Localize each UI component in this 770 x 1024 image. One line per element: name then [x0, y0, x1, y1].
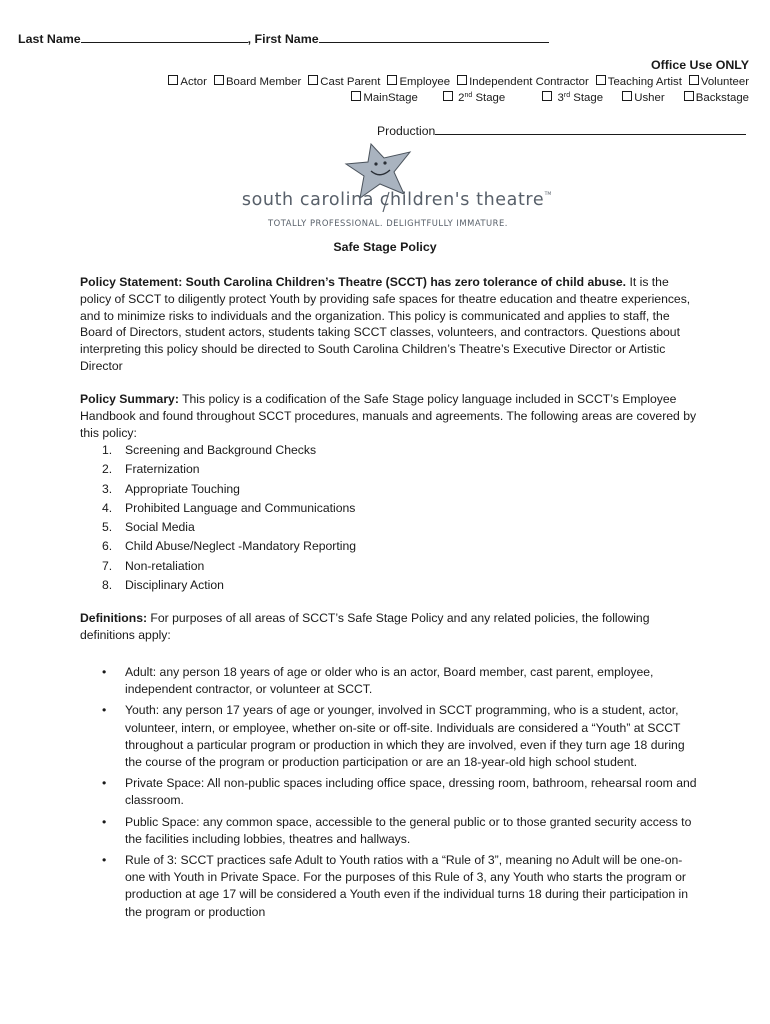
definition-private-space	[100, 775, 702, 809]
list-number: 1.	[102, 443, 113, 457]
definition-public-space	[100, 814, 702, 848]
checkbox-label: Backstage	[695, 91, 749, 104]
checkbox-mainstage[interactable]	[351, 92, 417, 104]
checkbox-label: MainStage	[363, 91, 418, 104]
bullet-icon: •	[102, 853, 107, 868]
last-name-field[interactable]	[81, 31, 248, 43]
checkbox-label: Board Member	[225, 75, 302, 88]
checkbox-cast-parent[interactable]	[308, 76, 380, 88]
checkbox-square[interactable]	[308, 75, 318, 85]
list-item	[102, 460, 356, 479]
production-label: Production	[377, 124, 436, 138]
checkbox-square[interactable]	[443, 91, 453, 101]
ordinal-suffix: rd	[563, 91, 571, 99]
checkbox-square[interactable]	[542, 91, 552, 101]
office-use-label: Office Use ONLY	[650, 58, 749, 72]
checkbox-2nd-stage[interactable]	[443, 92, 505, 104]
checkbox-label: Independent Contractor	[469, 75, 589, 88]
stage-checkboxes	[351, 91, 749, 104]
list-number: 5.	[102, 520, 113, 535]
list-text: Social Media	[125, 520, 195, 535]
checkbox-square[interactable]	[387, 75, 397, 85]
policy-statement-body: It is the policy of SCCT to diligently protect Youth by providing safe spaces for theatre education and theatre experiences, and to minimize risks to individuals and the organization. This policy is communicated and applies to staff, the Board of Directors, student actors, students taking SCCT classes, volunteers, and contractors. Questions about interpreting this policy should be directed to South Carolina Children’s Theatre’s Executive Director or Artistic Director	[80, 275, 691, 373]
checkbox-label: Stage	[472, 91, 506, 104]
policy-statement-lead: Policy Statement: South Carolina Children’s Theatre (SCCT) has zero tolerance of child abuse.	[80, 275, 627, 289]
list-text: Prohibited Language and Communications	[125, 500, 356, 515]
definitions-lead: Definitions:	[80, 611, 148, 625]
definition-text: Rule of 3: SCCT practices safe Adult to Youth ratios with a “Rule of 3”, meaning no Adult will be one-on-one with Youth in Private Space. For the purposes of this Rule of 3, any Youth who starts the program or production at age 17 will be considered a Youth even if the individual turns 18 during their participation in the program or production	[125, 853, 689, 919]
list-text: Non-retaliation	[125, 558, 205, 573]
checkbox-actor[interactable]	[168, 76, 207, 88]
list-number: 8.	[102, 578, 113, 593]
bullet-icon: •	[102, 776, 107, 791]
bullet-icon: •	[102, 665, 107, 679]
list-text: Screening and Background Checks	[125, 443, 317, 457]
definition-adult	[100, 664, 702, 698]
list-text: Appropriate Touching	[125, 481, 240, 496]
covered-areas-list	[102, 441, 356, 595]
checkbox-employee[interactable]	[387, 76, 450, 88]
policy-summary-body: This policy is a codification of the Safe Stage policy language included in SCCT’s Employee Handbook and found throughout SCCT procedures, manuals and agreements. The following areas are covered by this policy:	[80, 392, 697, 440]
list-number: 4.	[102, 500, 113, 515]
bullet-icon: •	[102, 814, 107, 829]
list-number: 7.	[102, 558, 113, 573]
logo-tagline: TOTALLY PROFESSIONAL. DELIGHTFULLY IMMATURE.	[268, 218, 508, 228]
definition-text: Adult: any person 18 years of age or older who is an actor, Board member, cast parent, employee, independent contractor, or volunteer at SCCT.	[125, 665, 654, 697]
checkbox-label: Stage	[570, 91, 604, 104]
checkbox-label: 3	[554, 91, 564, 104]
definition-text: Youth: any person 17 years of age or younger, involved in SCCT programming, who is a student, actor, volunteer, intern, or employee, whether on-site or off-site. Individuals are considered a “Youth” at SCCT throughout a particular program or production in which they are involved, even if they turn age 18 during the course of the program or production participation or are an 18-year-old high school student.	[125, 703, 685, 770]
list-item	[102, 499, 356, 518]
checkbox-usher[interactable]	[622, 92, 664, 104]
policy-statement	[80, 274, 700, 375]
trademark-mark: TM	[544, 192, 552, 197]
definitions-list	[100, 664, 702, 925]
checkbox-independent-contractor[interactable]	[457, 76, 589, 88]
checkbox-label: Teaching Artist	[607, 75, 682, 88]
checkbox-square[interactable]	[622, 91, 632, 101]
list-item	[102, 518, 356, 537]
checkbox-square[interactable]	[684, 91, 694, 101]
list-text: Fraternization	[125, 462, 200, 477]
list-item	[102, 480, 356, 499]
checkbox-square[interactable]	[596, 75, 606, 85]
logo-text-left: south carolina	[241, 190, 375, 210]
checkbox-backstage[interactable]	[684, 92, 749, 104]
role-checkboxes	[168, 75, 749, 88]
bullet-icon: •	[102, 703, 107, 718]
definitions-body: For purposes of all areas of SCCT’s Safe Stage Policy and any related policies, the following definitions apply:	[80, 611, 650, 642]
definition-youth	[100, 702, 702, 771]
list-item	[102, 576, 356, 595]
list-number: 2.	[102, 462, 113, 477]
checkbox-square[interactable]	[457, 75, 467, 85]
checkbox-square[interactable]	[214, 75, 224, 85]
list-text: Disciplinary Action	[125, 578, 224, 593]
list-item	[102, 557, 356, 576]
logo-text-right: children's theatre	[379, 190, 545, 210]
policy-summary	[80, 391, 700, 441]
list-item	[102, 537, 356, 556]
scct-logo-graphic	[218, 140, 554, 232]
checkbox-3rd-stage[interactable]	[542, 92, 603, 104]
checkbox-square[interactable]	[689, 75, 699, 85]
first-name-field[interactable]	[319, 31, 549, 43]
checkbox-label: Actor	[180, 75, 207, 88]
definition-rule-of-3	[100, 852, 702, 921]
list-text: Child Abuse/Neglect -Mandatory Reporting	[125, 539, 357, 554]
checkbox-label: Employee	[399, 75, 451, 88]
list-number: 3.	[102, 481, 113, 496]
list-item	[102, 441, 356, 460]
scct-logo	[218, 140, 554, 232]
checkbox-label: Cast Parent	[320, 75, 381, 88]
checkbox-label: Volunteer	[700, 75, 749, 88]
checkbox-volunteer[interactable]	[689, 76, 749, 88]
production-field[interactable]	[435, 123, 746, 135]
definitions-intro	[80, 610, 700, 644]
definition-text: Private Space: All non-public spaces including office space, dressing room, bathroom, rehearsal room and classroom.	[125, 776, 697, 808]
page-title: Safe Stage Policy	[333, 240, 437, 254]
policy-summary-lead: Policy Summary:	[80, 392, 179, 406]
checkbox-square[interactable]	[168, 75, 178, 85]
last-name-label: Last Name	[18, 32, 81, 46]
checkbox-board-member[interactable]	[214, 76, 301, 88]
definition-text: Public Space: any common space, accessible to the general public or to those granted security access to the facilities including lobbies, theatres and hallways.	[125, 814, 692, 846]
ordinal-suffix: nd	[464, 91, 473, 99]
checkbox-teaching-artist[interactable]	[596, 76, 682, 88]
name-line	[18, 31, 549, 46]
list-number: 6.	[102, 539, 113, 554]
checkbox-label: 2	[454, 91, 465, 104]
production-line	[377, 123, 746, 138]
first-name-label: , First Name	[247, 32, 319, 46]
checkbox-label: Usher	[634, 91, 665, 104]
checkbox-square[interactable]	[351, 91, 361, 101]
